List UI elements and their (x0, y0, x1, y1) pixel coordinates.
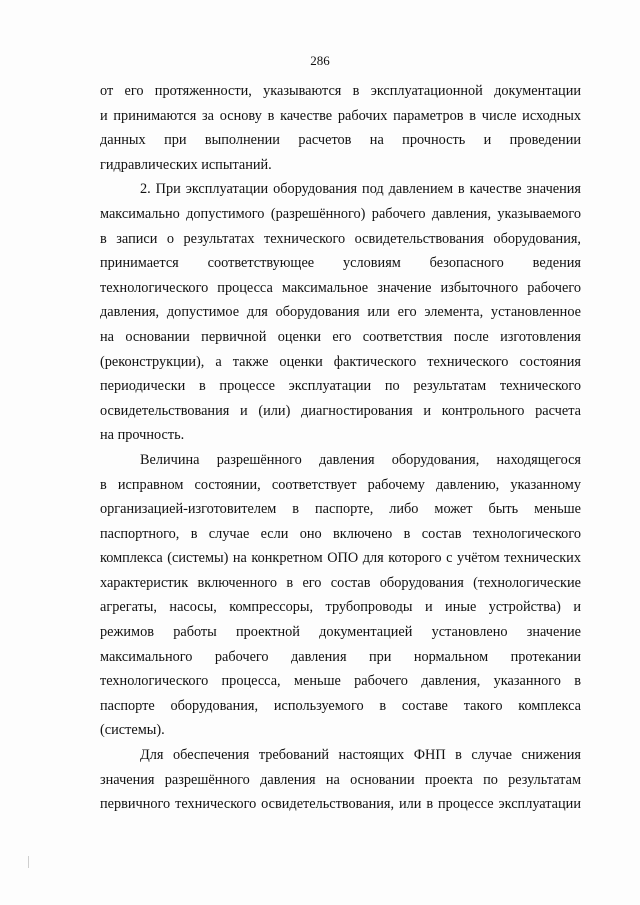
text-line: максимального рабочего давления при нормальном протекании (100, 648, 581, 665)
text-line: технологического процесса, меньше рабочего давления, указанного в (100, 673, 581, 690)
text-line: режимов работы проектной документацией установлено значение (100, 624, 581, 641)
text-line: гидравлических испытаний. (100, 156, 272, 173)
text-line: и принимаются за основу в качестве рабочих параметров в числе исходных (100, 107, 581, 124)
paragraph-2 (100, 177, 581, 448)
paragraph-4 (100, 743, 581, 817)
text-line: первичного технического освидетельствования, или в процессе эксплуатации (100, 796, 581, 813)
text-line: максимально допустимого (разрешённого) рабочего давления, указываемого (100, 205, 581, 222)
scan-artifact (28, 856, 33, 868)
text-line: (системы). (100, 722, 165, 739)
text-line: организацией-изготовителем в паспорте, либо может быть меньше (100, 501, 581, 518)
text-line: на основании первичной оценки его соответствия после изготовления (100, 328, 581, 345)
paragraph-1 (100, 79, 581, 177)
document-body (100, 79, 581, 817)
text-line: давления, допустимое для оборудования или его элемента, установленное (100, 304, 581, 321)
text-line: паспорте оборудования, используемого в составе такого комплекса (100, 697, 581, 714)
text-line: агрегаты, насосы, компрессоры, трубопроводы и иные устройства) и (100, 599, 581, 616)
page-number: 286 (310, 53, 330, 68)
text-line: принимается соответствующее условиям безопасного ведения (100, 255, 581, 272)
text-line: Величина разрешённого давления оборудования, находящегося (140, 451, 581, 468)
paragraph-3 (100, 448, 581, 743)
text-line: Для обеспечения требований настоящих ФНП в случае снижения (140, 747, 581, 764)
text-line: комплекса (системы) на конкретном ОПО для которого с учётом технических (100, 550, 581, 567)
text-line: значения разрешённого давления на основании проекта по результатам (100, 771, 581, 788)
text-line: в записи о результатах технического освидетельствования оборудования, (100, 230, 581, 247)
text-line: от его протяженности, указываются в эксплуатационной документации (100, 83, 581, 99)
text-line: данных при выполнении расчетов на прочность и проведении (100, 132, 581, 149)
text-line: освидетельствования и (или) диагностирования и контрольного расчета (100, 402, 581, 419)
text-line: в исправном состоянии, соответствует рабочему давлению, указанному (100, 476, 581, 493)
text-line: паспортного, в случае если оно включено в состав технологического (100, 525, 581, 542)
text-line: (реконструкции), а также оценки фактического технического состояния (100, 353, 581, 370)
text-line: 2. При эксплуатации оборудования под давлением в качестве значения (140, 181, 581, 198)
text-line: характеристик включенного в его состав оборудования (технологические (100, 574, 581, 591)
text-line: периодически в процессе эксплуатации по результатам технического (100, 378, 581, 395)
text-line: на прочность. (100, 427, 185, 444)
text-line: технологического процесса максимальное значение избыточного рабочего (100, 279, 581, 296)
